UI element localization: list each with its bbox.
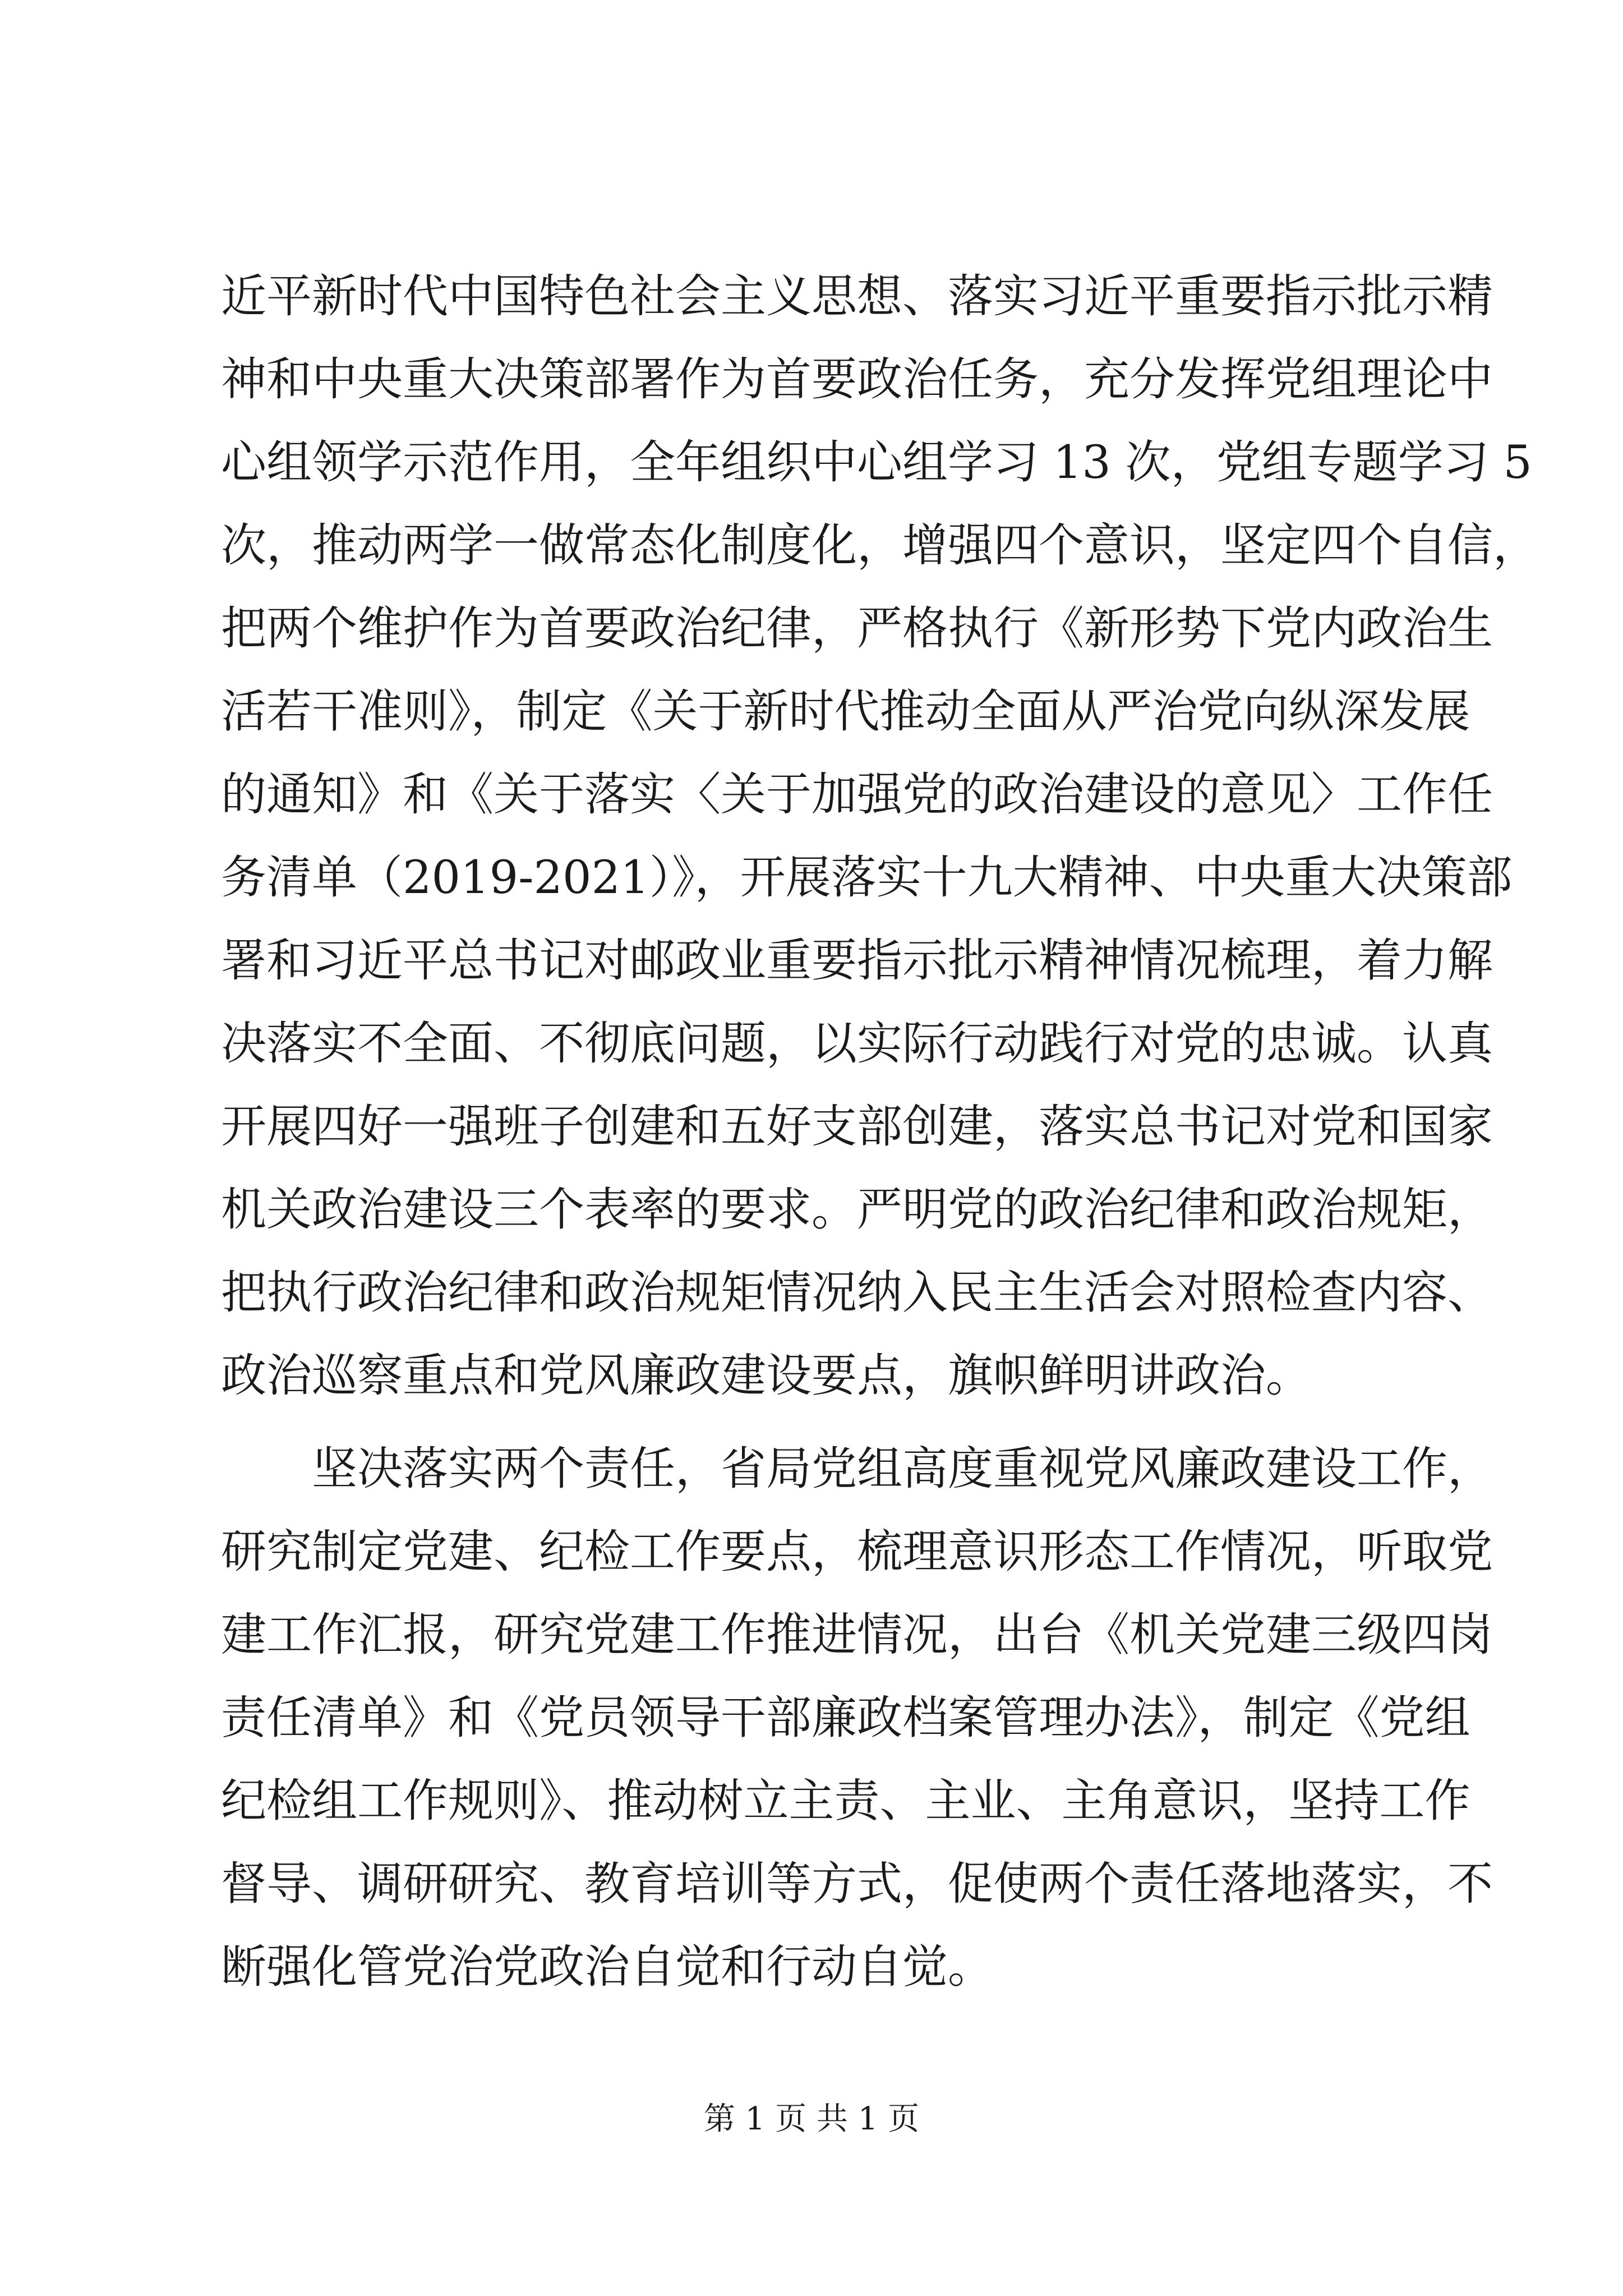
text-line: 坚决落实两个责任，省局党组高度重视党风廉政建设工作， bbox=[221, 1443, 1493, 1496]
text-line: 开展四好一强班子创建和五好支部创建，落实总书记对党和国家 bbox=[221, 1101, 1493, 1153]
text-line: 近平新时代中国特色社会主义思想、落实习近平重要指示批示精 bbox=[221, 270, 1493, 323]
text-line: 断强化管党治党政治自觉和行动自觉。 bbox=[221, 1941, 994, 1994]
text-line: 纪检组工作规则》、推动树立主责、主业、主角意识，坚持工作 bbox=[221, 1775, 1470, 1828]
text-line: 次，推动两学一做常态化制度化，增强四个意识，坚定四个自信， bbox=[221, 519, 1539, 572]
text-line: 责任清单》和《党员领导干部廉政档案管理办法》，制定《党组 bbox=[221, 1692, 1470, 1745]
text-line: 研究制定党建、纪检工作要点，梳理意识形态工作情况，听取党 bbox=[221, 1526, 1493, 1579]
text-line: 政治巡察重点和党风廉政建设要点，旗帜鲜明讲政治。 bbox=[221, 1350, 1312, 1402]
text-line: 把两个维护作为首要政治纪律，严格执行《新形势下党内政治生 bbox=[221, 602, 1493, 655]
text-line: 把执行政治纪律和政治规矩情况纳入民主生活会对照检查内容、 bbox=[221, 1267, 1493, 1319]
page-number-footer: 第 1 页 共 1 页 bbox=[703, 2101, 920, 2137]
text-line: 决落实不全面、不彻底问题，以实际行动践行对党的忠诚。认真 bbox=[221, 1018, 1493, 1070]
text-line: 督导、调研研究、教育培训等方式，促使两个责任落地落实，不 bbox=[221, 1858, 1493, 1911]
text-line: 务清单（2019-2021）》，开展落实十九大精神、中央重大决策部 bbox=[221, 852, 1513, 904]
text-line: 的通知》和《关于落实〈关于加强党的政治建设的意见〉工作任 bbox=[221, 769, 1493, 821]
text-line: 神和中央重大决策部署作为首要政治任务，充分发挥党组理论中 bbox=[221, 353, 1493, 406]
text-line: 署和习近平总书记对邮政业重要指示批示精神情况梳理，着力解 bbox=[221, 935, 1493, 987]
paragraph-2 bbox=[221, 1428, 1493, 2009]
text-line: 建工作汇报，研究党建工作推进情况，出台《机关党建三级四岗 bbox=[221, 1609, 1493, 1662]
body-text bbox=[221, 255, 1539, 2009]
paragraph-1 bbox=[221, 255, 1539, 1418]
text-line: 心组领学示范作用，全年组织中心组学习 13 次，党组专题学习 5 bbox=[221, 436, 1532, 489]
text-line: 机关政治建设三个表率的要求。严明党的政治纪律和政治规矩， bbox=[221, 1184, 1493, 1236]
text-line: 活若干准则》，制定《关于新时代推动全面从严治党向纵深发展 bbox=[221, 685, 1470, 738]
paragraph-spacer bbox=[221, 1418, 1427, 1428]
